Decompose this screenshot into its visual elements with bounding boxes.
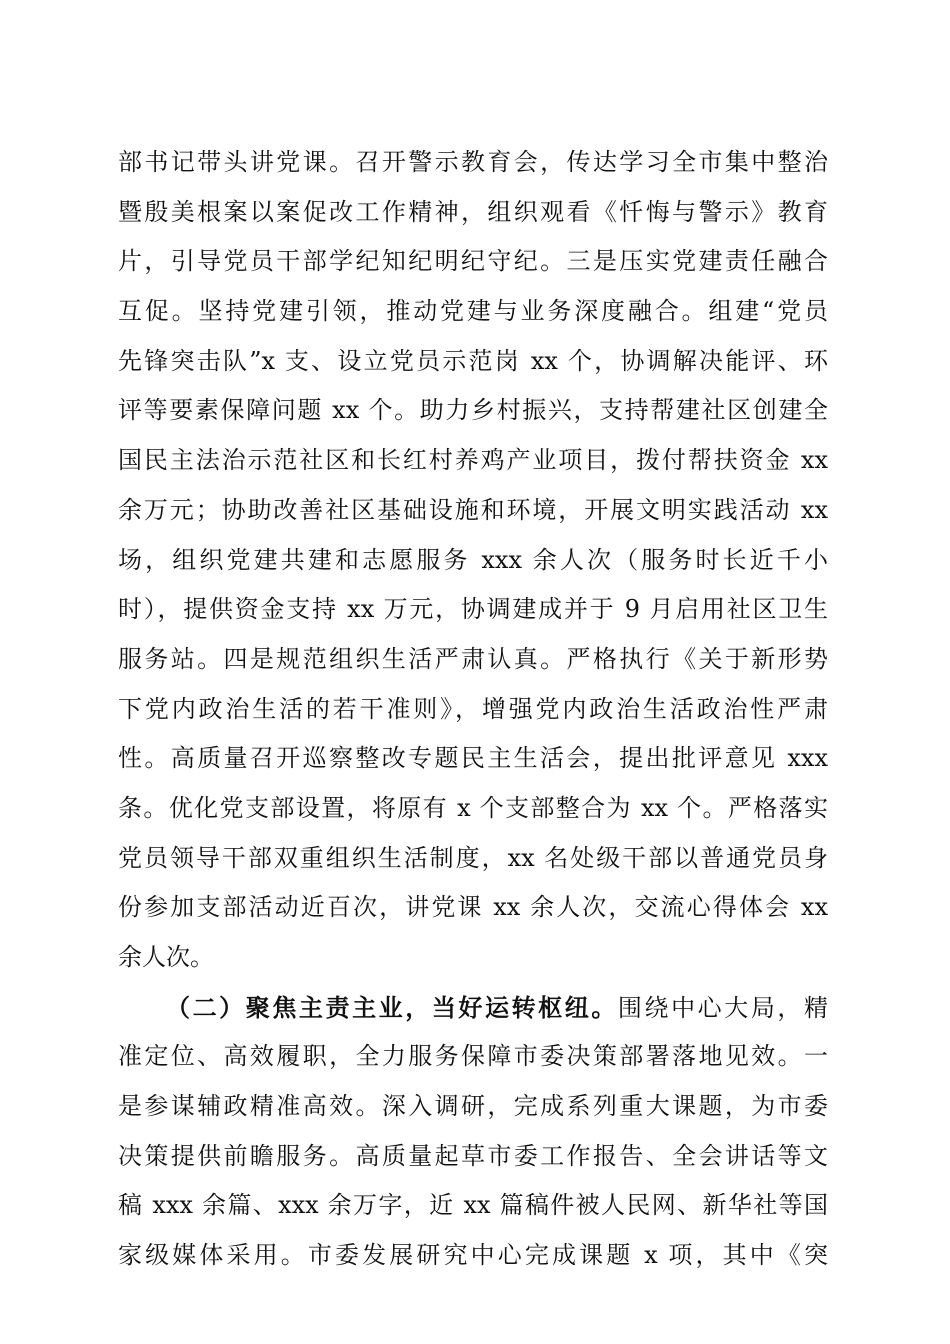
text-line: 评等要素保障问题 xx 个。助力乡村振兴，支持帮建社区创建全 bbox=[118, 396, 828, 425]
text-line: 互促。坚持党建引领，推动党建与业务深度融合。组建“党员 bbox=[118, 297, 828, 326]
text-line: 部书记带头讲党课。召开警示教育会，传达学习全市集中整治 bbox=[118, 148, 828, 176]
text-line: 场，组织党建共建和志愿服务 xxx 余人次（服务时长近千小 bbox=[118, 545, 828, 574]
text-line: 片，引导党员干部学纪知纪明纪守纪。三是压实党建责任融合 bbox=[118, 247, 828, 276]
text-line: 余万元；协助改善社区基础设施和环境，开展文明实践活动 xx bbox=[118, 495, 828, 524]
text-line: 准定位、高效履职，全力服务保障市委决策部署落地见效。一 bbox=[118, 1042, 828, 1071]
section-heading-line bbox=[118, 983, 828, 1033]
text-line: 份参加支部活动近百次，讲党课 xx 余人次，交流心得体会 xx bbox=[118, 893, 828, 922]
text-line: 条。优化党支部设置，将原有 x 个支部整合为 xx 个。严格落实 bbox=[118, 793, 828, 822]
text-fragment: 围绕中心大局，精 bbox=[617, 993, 828, 1022]
text-line: 性。高质量召开巡察整改专题民主生活会，提出批评意见 xxx bbox=[118, 744, 828, 773]
document-body bbox=[118, 138, 828, 1281]
text-line: 下党内政治生活的若干准则》，增强党内政治生活政治性严肃 bbox=[118, 694, 828, 723]
text-line: 暨殷美根案以案促改工作精神，组织观看《忏悔与警示》教育 bbox=[118, 197, 828, 226]
text-line: 决策提供前瞻服务。高质量起草市委工作报告、全会讲话等文 bbox=[118, 1141, 828, 1170]
section-heading: （二）聚焦主责主业，当好运转枢纽。 bbox=[166, 992, 618, 1022]
text-line: 服务站。四是规范组织生活严肃认真。严格执行《关于新形势 bbox=[118, 644, 828, 673]
text-line: 国民主法治示范社区和长红村养鸡产业项目，拨付帮扶资金 xx bbox=[118, 446, 828, 475]
text-line: 时），提供资金支持 xx 万元，协调建成并于 9 月启用社区卫生 bbox=[118, 595, 828, 624]
text-line: 稿 xxx 余篇、xxx 余万字，近 xx 篇稿件被人民网、新华社等国 bbox=[118, 1191, 828, 1220]
text-line: 先锋突击队”x 支、设立党员示范岗 xx 个，协调解决能评、环 bbox=[118, 346, 828, 375]
text-line: 余人次。 bbox=[118, 943, 214, 971]
text-line: 家级媒体采用。市委发展研究中心完成课题 x 项，其中《突 bbox=[118, 1241, 828, 1270]
text-line: 是参谋辅政精准高效。深入调研，完成系列重大课题，为市委 bbox=[118, 1092, 828, 1121]
text-line: 党员领导干部双重组织生活制度，xx 名处级干部以普通党员身 bbox=[118, 843, 828, 872]
